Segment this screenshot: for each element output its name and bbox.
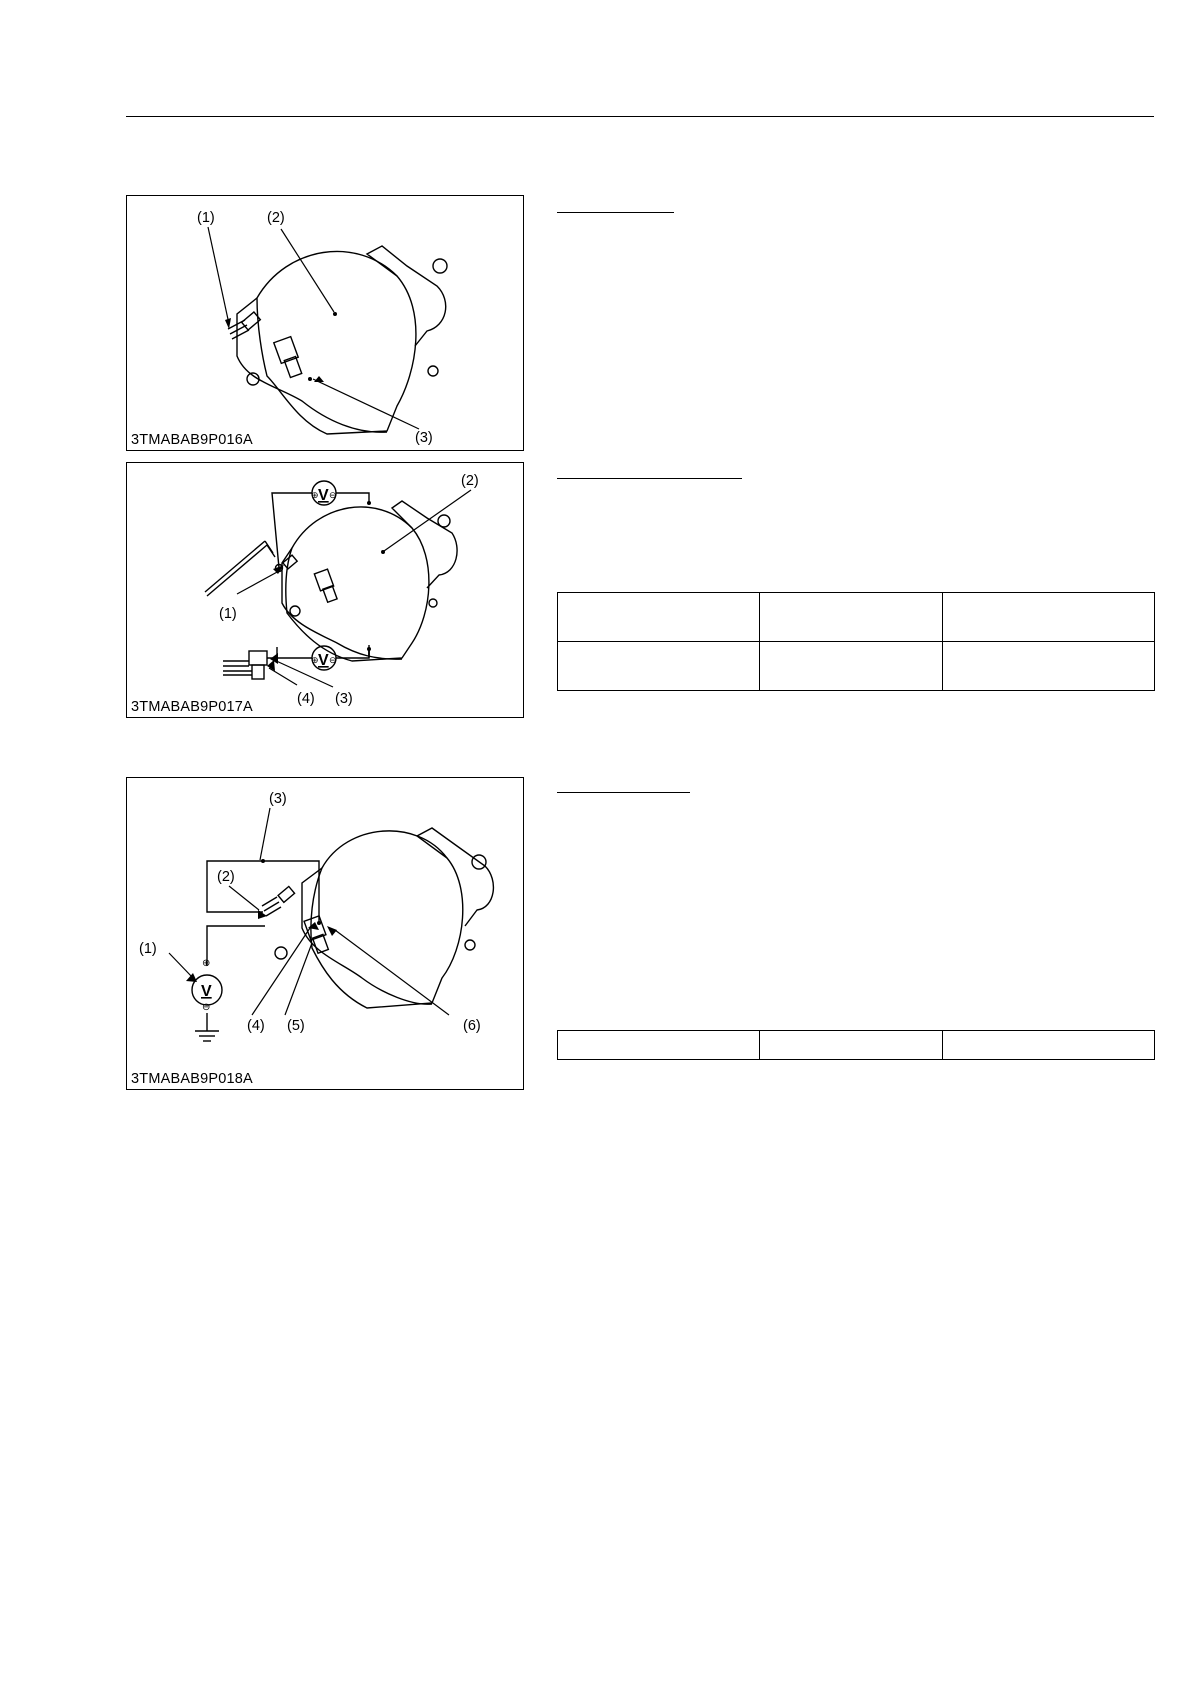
svg-text:⊖: ⊖ bbox=[329, 490, 337, 500]
svg-text:⊕: ⊕ bbox=[311, 490, 319, 500]
figure-ground-test bbox=[126, 777, 524, 1090]
table-cell bbox=[760, 1031, 943, 1060]
table-row bbox=[558, 1031, 1155, 1060]
callout-6: (6) bbox=[463, 1018, 481, 1034]
callout-3: (3) bbox=[415, 430, 433, 446]
alternator-voltage-drawing bbox=[127, 463, 525, 719]
svg-text:⊕: ⊕ bbox=[202, 958, 211, 969]
section-heading-rule-3 bbox=[557, 792, 690, 793]
header-rule bbox=[126, 116, 1154, 117]
figure-alternator-terminals bbox=[126, 195, 524, 451]
table-row bbox=[558, 642, 1155, 691]
alternator-ground-drawing bbox=[127, 778, 525, 1091]
callout-2: (2) bbox=[267, 210, 285, 226]
spec-table-2 bbox=[557, 1030, 1155, 1060]
svg-text:⊖: ⊖ bbox=[329, 655, 337, 665]
section-heading-rule-2 bbox=[557, 478, 742, 479]
section-heading-rule-1 bbox=[557, 212, 674, 213]
callout-1: (1) bbox=[219, 606, 237, 622]
callout-5: (5) bbox=[287, 1018, 305, 1034]
figure-code: 3TMABAB9P018A bbox=[131, 1071, 253, 1087]
table-cell bbox=[558, 593, 760, 642]
callout-1: (1) bbox=[197, 210, 215, 226]
table-row bbox=[558, 593, 1155, 642]
callout-3: (3) bbox=[269, 791, 287, 807]
voltmeter-top-symbol: V bbox=[318, 487, 329, 504]
figure-code: 3TMABAB9P016A bbox=[131, 432, 253, 448]
table-cell bbox=[558, 1031, 760, 1060]
table-cell bbox=[943, 642, 1155, 691]
alternator-drawing bbox=[127, 196, 525, 452]
voltmeter-bottom-symbol: V bbox=[318, 652, 329, 669]
svg-text:⊖: ⊖ bbox=[202, 1002, 211, 1013]
table-cell bbox=[943, 593, 1155, 642]
table-cell bbox=[943, 1031, 1155, 1060]
callout-3: (3) bbox=[335, 691, 353, 707]
svg-text:⊕: ⊕ bbox=[311, 655, 319, 665]
table-cell bbox=[558, 642, 760, 691]
table-cell bbox=[760, 593, 943, 642]
callout-4: (4) bbox=[247, 1018, 265, 1034]
figure-voltage-test bbox=[126, 462, 524, 718]
callout-2: (2) bbox=[217, 869, 235, 885]
figure-code: 3TMABAB9P017A bbox=[131, 699, 253, 715]
voltmeter-symbol: V bbox=[201, 983, 212, 1000]
spec-table-1 bbox=[557, 592, 1155, 691]
callout-2: (2) bbox=[461, 473, 479, 489]
callout-1: (1) bbox=[139, 941, 157, 957]
callout-4: (4) bbox=[297, 691, 315, 707]
table-cell bbox=[760, 642, 943, 691]
